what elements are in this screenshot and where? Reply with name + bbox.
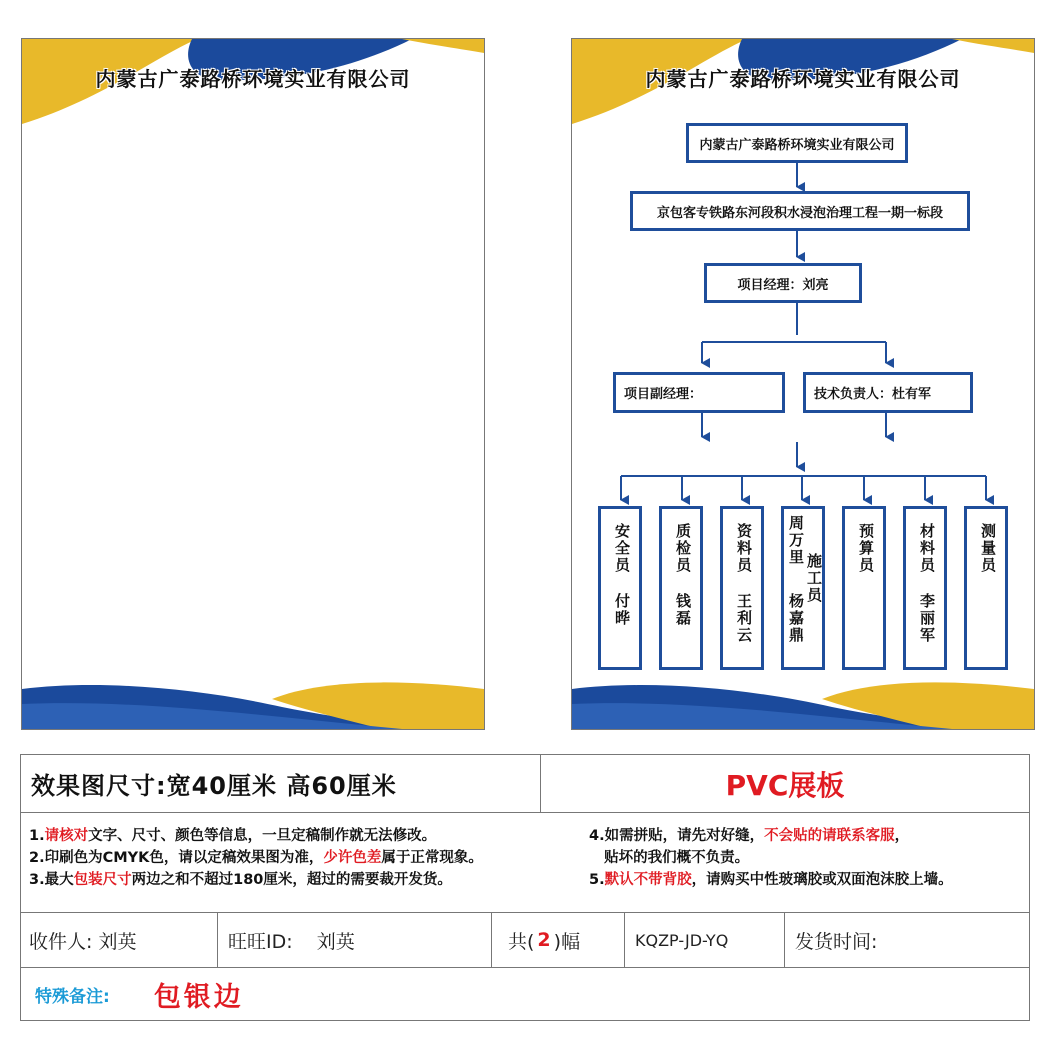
count-field: 共( 2 )幅	[491, 912, 624, 967]
staff-line: 王利云	[735, 593, 753, 644]
size-label: 效果图尺寸:宽40厘米 高60厘米	[31, 772, 397, 800]
org-node-deputy: 项目副经理：	[613, 372, 785, 413]
product-code: KQZP-JD-YQ	[624, 912, 784, 967]
staff-line: 杨嘉鼎	[787, 593, 805, 644]
staff-line: 预算员	[857, 523, 875, 574]
staff-line: 施工员	[805, 553, 823, 604]
org-node-staff-quality	[659, 506, 703, 670]
remark-value: 包银边	[153, 981, 244, 1013]
staff-line: 资料员	[735, 523, 753, 574]
wangwang-field: 旺旺ID: 刘英	[217, 912, 491, 967]
note-5: 5.默认不带背胶，请购买中性玻璃胶或双面泡沫胶上墙。	[589, 872, 953, 888]
note-1: 1.请核对文字、尺寸、颜色等信息，一旦定稿制作就无法修改。	[29, 828, 437, 844]
board-right-title: 内蒙古广泰路桥环境实业有限公司	[645, 67, 961, 91]
board-left-title: 内蒙古广泰路桥环境实业有限公司	[95, 67, 411, 91]
org-node-staff-survey	[964, 506, 1008, 670]
ship-time-field: 发货时间:	[784, 912, 1029, 967]
org-node-staff-construction	[781, 506, 825, 670]
staff-line: 质检员	[674, 523, 692, 574]
staff-line: 付晔	[613, 593, 631, 627]
org-node-tech-lead: 技术负责人：杜有军	[803, 372, 973, 413]
org-node-staff-materials	[903, 506, 947, 670]
org-node-staff-safety	[598, 506, 642, 670]
notes-right	[589, 825, 953, 891]
org-node-staff-documents	[720, 506, 764, 670]
org-node-staff-budget	[842, 506, 886, 670]
recipient-field: 收件人: 刘英	[21, 912, 217, 967]
remark-row	[21, 967, 1029, 1020]
note-2: 2.印刷色为CMYK色，请以定稿效果图为准，少许色差属于正常现象。	[29, 850, 483, 866]
note-3: 3.最大包装尺寸两边之和不超过180厘米，超过的需要裁开发货。	[29, 872, 452, 888]
staff-line: 钱磊	[674, 593, 692, 627]
note-4: 4.如需拼贴，请先对好缝，不会贴的请联系客服，	[589, 828, 910, 844]
staff-line: 安全员	[613, 523, 631, 574]
count-value: 2	[537, 929, 551, 951]
staff-line: 材料员	[918, 523, 936, 574]
note-4-cont: 贴坏的我们概不负责。	[589, 850, 750, 866]
staff-line: 测量员	[979, 523, 997, 574]
staff-line: 周万里	[787, 515, 805, 566]
notes-left	[29, 825, 483, 891]
material-label: PVC展板	[540, 755, 1029, 812]
org-node-project: 京包客专铁路东河段积水浸泡治理工程一期一标段	[630, 191, 970, 231]
org-node-manager: 项目经理：刘亮	[704, 263, 862, 303]
notes-block	[21, 812, 1029, 912]
org-node-company: 内蒙古广泰路桥环境实业有限公司	[686, 123, 908, 163]
order-info-table	[20, 754, 1030, 1021]
board-left	[21, 38, 485, 730]
board-right	[571, 38, 1035, 730]
staff-line: 李丽军	[918, 593, 936, 644]
remark-label: 特殊备注:	[35, 986, 110, 1007]
board-left-decoration	[22, 39, 484, 729]
